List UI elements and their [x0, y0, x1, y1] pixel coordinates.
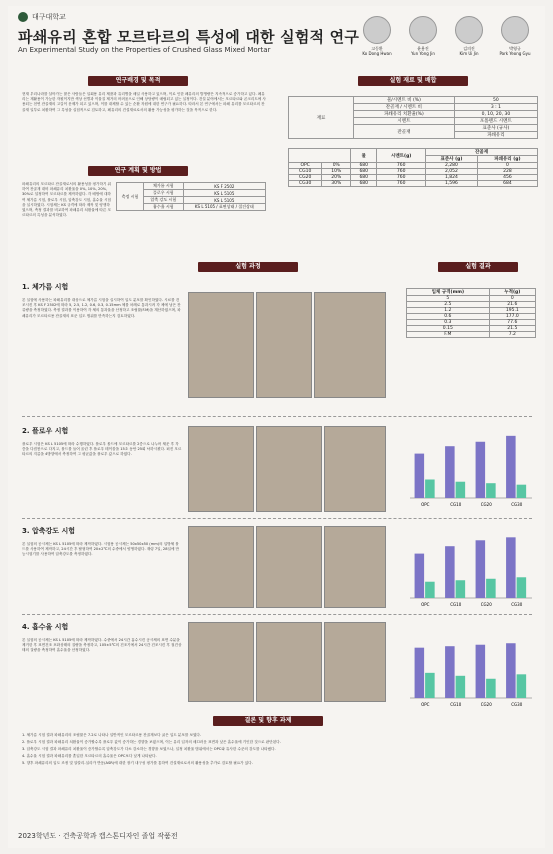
x-tick-label: OPC: [421, 702, 430, 707]
author-card: [450, 16, 488, 56]
sieve-results-table: 입체 규격(mm) 누적(g) 5 0 2.5 21.6 1.2 195.1 0.6 177.0 0.3 77.6 0.15 21.5 F.M 7.2: [406, 288, 536, 338]
plan-table-label: 측정 시험: [117, 183, 144, 211]
university-name: 대구대학교: [32, 13, 66, 21]
author-card: [404, 16, 442, 56]
chart-bar: [506, 643, 516, 698]
chart-bar: [456, 676, 466, 698]
process-title: 4. 흡수율 시험: [22, 623, 69, 631]
page-title: 파쇄유리 혼합 모르타르의 특성에 대한 실험적 연구: [18, 28, 360, 46]
materials-table: [288, 96, 538, 139]
chart-bar: [425, 673, 435, 698]
table-row: 0.6 177.0: [407, 314, 536, 320]
conclusion-item: 5. 향후 파쇄유리의 입도 조정 및 알칼리-실리카 반응(ASR)에 대한 장기 내구성 평가를 통하여 건설재료로서의 활용성을 추가로 검토할 필요가 있다.: [22, 761, 253, 765]
materials-kind-value: 표준사 (규사): [454, 125, 537, 132]
chart-bar: [506, 436, 516, 498]
section-header-conclusion: 결론 및 향후 과제: [213, 716, 323, 726]
chart-bar: [415, 554, 425, 598]
author-name-kr: 고동환: [371, 46, 383, 51]
x-tick-label: CG20: [480, 502, 492, 507]
chart-bar: [415, 454, 425, 498]
conclusion-item: 1. 체가름 시험 결과 파쇄유리의 조립률은 7.2로 나타나 일반적인 모르타르용 잔골재보다 굵은 입도 분포를 보였다.: [22, 733, 202, 737]
chart-bar: [506, 537, 516, 598]
table-row: 0.3 77.6: [407, 320, 536, 326]
chart-bar: [486, 483, 496, 498]
chart-bar: [445, 546, 455, 598]
plan-test-standard: KS L 5105: [183, 190, 265, 197]
chart-bar: [456, 482, 466, 498]
table-row: 2.5 21.6: [407, 302, 536, 308]
chart-bar: [486, 679, 496, 698]
divider: [22, 614, 532, 615]
plan-test-name: 압축 강도 시험: [144, 197, 184, 204]
x-tick-label: CG30: [511, 602, 523, 607]
chart-bar: [456, 580, 466, 598]
chart-bar: [425, 582, 435, 598]
author-name-en: Park Yeong Gyu: [499, 51, 531, 56]
absorption-photo: [324, 622, 386, 702]
mix-header-sand: 표준사 (g): [426, 156, 478, 163]
x-tick-label: CG30: [511, 502, 523, 507]
author-photo: [363, 16, 391, 44]
materials-param: 잔골재 / 시멘트 비: [354, 104, 455, 111]
process-title: 1. 체가름 시험: [22, 283, 69, 291]
materials-param: 물/시멘트 비 (%): [354, 97, 455, 104]
compression-photo: [188, 526, 254, 608]
page-subtitle: An Experimental Study on the Properties of Crushed Glass Mixed Mortar: [18, 46, 271, 54]
chart-bar: [445, 446, 455, 498]
sieve-photo: [256, 292, 312, 398]
author-list: [358, 16, 534, 56]
chart-flow: [400, 418, 536, 510]
materials-kind: 잔골재: [354, 125, 455, 139]
chart-absorption: [400, 618, 536, 710]
x-tick-label: CG30: [511, 702, 523, 707]
process-text: 플로우 시험은 KS L 5105에 따라 수행하였다. 플로우 몰드에 모르타르를 2층으로 나누어 채운 후 각 층을 다짐봉으로 다지고, 몰드를 들어 올린 후 플로우 테이블을 15초 동안 25회 낙하시켰다. 퍼진 모르타르의 지름을 4방향에서 측정하여 그 평균값을 플로우 값으로 하였다.: [22, 442, 182, 457]
conclusion-item: 3. 압축강도 시험 결과 파쇄유리 치환율이 증가할수록 압축강도가 다소 감소하는 경향을 보였으나, 일정 치환율 범위에서는 OPC와 유사한 수준의 강도를 나타냈다.: [22, 747, 276, 751]
materials-value: 50: [454, 97, 537, 104]
process-text: 본 실험의 공시체는 KS L 5105에 따라 제작하였다. 수중에서 24시간 흡수시킨 공시체의 표면 수분을 제거한 후 표면건조 포화상태의 질량을 측정하고, 105±5℃의 건조기에서 24시간 건조시킨 후 절건상태의 질량을 측정하여 흡수율을 산정하였다.: [22, 638, 182, 653]
materials-param: 파쇄유리 치환율(%): [354, 111, 455, 118]
plan-test-standard: KS L 5105 / 표면상태 / 절건상태: [183, 204, 265, 211]
conclusion-item: 2. 플로우 시험 결과 파쇄유리 치환율이 증가할수록 플로우 값이 증가하는 경향을 보였으며, 이는 유리 입자의 매끄러운 표면과 낮은 흡수율에 기인한 것으로 판단된다.: [22, 740, 281, 744]
plan-test-name: 체가름 시험: [144, 183, 184, 190]
author-name-en: Ko Dong Hwan: [362, 51, 392, 56]
mix-table: [288, 148, 538, 187]
plan-test-standard: KS F 2502: [183, 183, 265, 190]
sieve-photo: [188, 292, 254, 398]
flow-photo: [256, 426, 322, 512]
chart-compression: [400, 518, 536, 610]
process-text: 본 실험의 공시체는 KS L 5105에 따라 제작하였다. 시험용 공시체는 50x50x50 (mm)의 입방체 몰드를 사용하여 제작하고, 24시간 후 탈형하여 20±2℃의 수중에서 양생하였다. 재령 7일, 28일에 만능시험기를 사용하여 압축강도를 측정하였다.: [22, 542, 180, 557]
plan-table: [116, 182, 266, 211]
x-tick-label: CG10: [450, 502, 462, 507]
author-card: [358, 16, 396, 56]
compression-photo: [256, 526, 322, 608]
table-row: 0.15 21.5: [407, 326, 536, 332]
chart-bar: [476, 540, 486, 598]
chart-bar: [476, 645, 486, 698]
footer: 2023학년도 · 건축공학과 캡스톤디자인 졸업 작품전: [18, 832, 178, 840]
author-card: [496, 16, 534, 56]
chart-bar: [415, 648, 425, 698]
section-header-materials: 실험 재료 및 배합: [358, 76, 468, 86]
process-title: 3. 압축강도 시험: [22, 527, 75, 535]
flow-photo: [324, 426, 386, 512]
author-photo: [501, 16, 529, 44]
author-name-en: Yun Yong Jin: [411, 51, 435, 56]
x-tick-label: CG10: [450, 602, 462, 607]
mix-header-water: 물: [351, 149, 377, 163]
university-logo: [18, 12, 66, 22]
materials-value: 0, 10, 20, 30: [454, 111, 537, 118]
table-row: OPC 0% 680 760 2,280 0: [289, 163, 538, 169]
chart-bar: [486, 579, 496, 598]
table-row: F.M 7.2: [407, 332, 536, 338]
author-photo: [455, 16, 483, 44]
author-name-kr: 윤용진: [417, 46, 429, 51]
absorption-photo: [188, 622, 254, 702]
conclusion-item: 4. 흡수율 시험 결과 파쇄유리를 혼입한 모르타르의 흡수율은 OPC보다 낮게 나타났다.: [22, 754, 157, 758]
table-row: CG30 30% 680 760 1,596 684: [289, 181, 538, 187]
chart-bar: [445, 646, 455, 698]
mix-header-cement: 시멘트(g): [377, 149, 426, 163]
mix-header-agg: 잔골재: [426, 149, 538, 156]
chart-bar: [517, 674, 527, 698]
author-name-kr: 박영규: [509, 46, 521, 51]
table-row: 5 0: [407, 296, 536, 302]
author-name-en: Kim Ui Jin: [459, 51, 479, 56]
chart-bar: [517, 485, 527, 498]
plan-test-standard: KS L 5105: [183, 197, 265, 204]
chart-bar: [517, 577, 527, 598]
process-text: 본 실험에 사용하는 파쇄유리를 대상으로 체가름 시험을 실시하여 입도 분포를 확인하였다. 시료를 건조시킨 후 KS F 2502에 따라 5, 2.5, 1.2, 0.6, 0.3, 0.15mm 체를 차례로 통과시켜 각 체에 남은 잔류량을 측정하였다. 측정 결과를 이용하여 각 체의 통과율을 산정하고 조립률(F.M)을 계산하였으며, 파쇄유리가 모르타르용 잔골재의 표준 입도 범위를 만족하는지 검토하였다.: [22, 298, 181, 318]
divider: [22, 416, 532, 417]
materials-value: 3 : 1: [454, 104, 537, 111]
plan-text: 파쇄유리의 모르타르 잔골재로서의 활용성을 평가하기 위하여 잔골재 대비 파쇄유리 치환율을 0%, 10%, 20%, 30%로 설정하여 모르타르를 제작하였다. 각 배합에 대하여 체가름 시험, 플로우 시험, 압축강도 시험, 흡수율 시험을 실시하였다. 시험체는 KS 규격에 따라 제작 및 양생하였으며, 측정 결과를 비교하여 파쇄유리 치환율에 따른 모르타르의 특성을 분석하였다.: [22, 182, 112, 218]
materials-type-label: 재료: [289, 97, 354, 139]
sieve-photo: [314, 292, 386, 398]
section-header-process: 실험 과정: [198, 262, 298, 272]
author-name-kr: 김의진: [463, 46, 475, 51]
plan-test-name: 흡수율 시험: [144, 204, 184, 211]
x-tick-label: CG10: [450, 702, 462, 707]
process-title: 2. 플로우 시험: [22, 427, 69, 435]
section-header-plan: 연구 계획 및 방법: [88, 166, 188, 176]
x-tick-label: OPC: [421, 602, 430, 607]
absorption-photo: [256, 622, 322, 702]
university-seal-icon: [18, 12, 28, 22]
materials-kind-value: 포틀랜드 시멘트: [454, 118, 537, 125]
materials-kind: 시멘트: [354, 118, 455, 125]
mix-header-glass: 파쇄유리 (g): [477, 156, 537, 163]
materials-kind-value: 파쇄유리: [454, 132, 537, 139]
table-row: CG10 10% 680 760 2,052 228: [289, 169, 538, 175]
plan-test-name: 플로우 시험: [144, 190, 184, 197]
x-tick-label: OPC: [421, 502, 430, 507]
compression-photo: [324, 526, 386, 608]
x-tick-label: CG20: [480, 702, 492, 707]
poster: [8, 6, 545, 848]
background-text: 현재 우리나라를 살아가는 많은 사람들은 일회용 유리 제품과 유리병을 매일 사용하고 있으며, 이로 인한 폐유리의 발생량은 지속적으로 증가하고 있다. 폐유리는 재활용이 가능한 자원이지만 색상 선별과 이물질 제거의 어려움으로 인해 상당량이 매립되고 있는 실정이다. 건설 분야에서는 모르타르와 콘크리트에 사용되는 천연 잔골재의 고갈이 문제가 되고 있으며, 이를 대체할 수 있는 순환 자원에 대한 연구가 필요하다. 따라서 본 연구에서는 파쇄 유리를 모르타르의 잔골재 일부로 치환하여 그 특성을 실험적으로 검토하고, 폐유리의 건설재료로서의 활용 가능성을 평가하는 것을 목적으로 한다.: [22, 92, 266, 112]
flow-photo: [188, 426, 254, 512]
author-photo: [409, 16, 437, 44]
conclusion-list: [22, 732, 532, 818]
section-header-results: 실험 결과: [438, 262, 518, 272]
section-header-background: 연구배경 및 목적: [88, 76, 188, 86]
chart-bar: [425, 480, 435, 499]
chart-bar: [476, 442, 486, 498]
table-row: CG20 20% 680 760 1,824 456: [289, 175, 538, 181]
table-row: 1.2 195.1: [407, 308, 536, 314]
x-tick-label: CG20: [480, 602, 492, 607]
